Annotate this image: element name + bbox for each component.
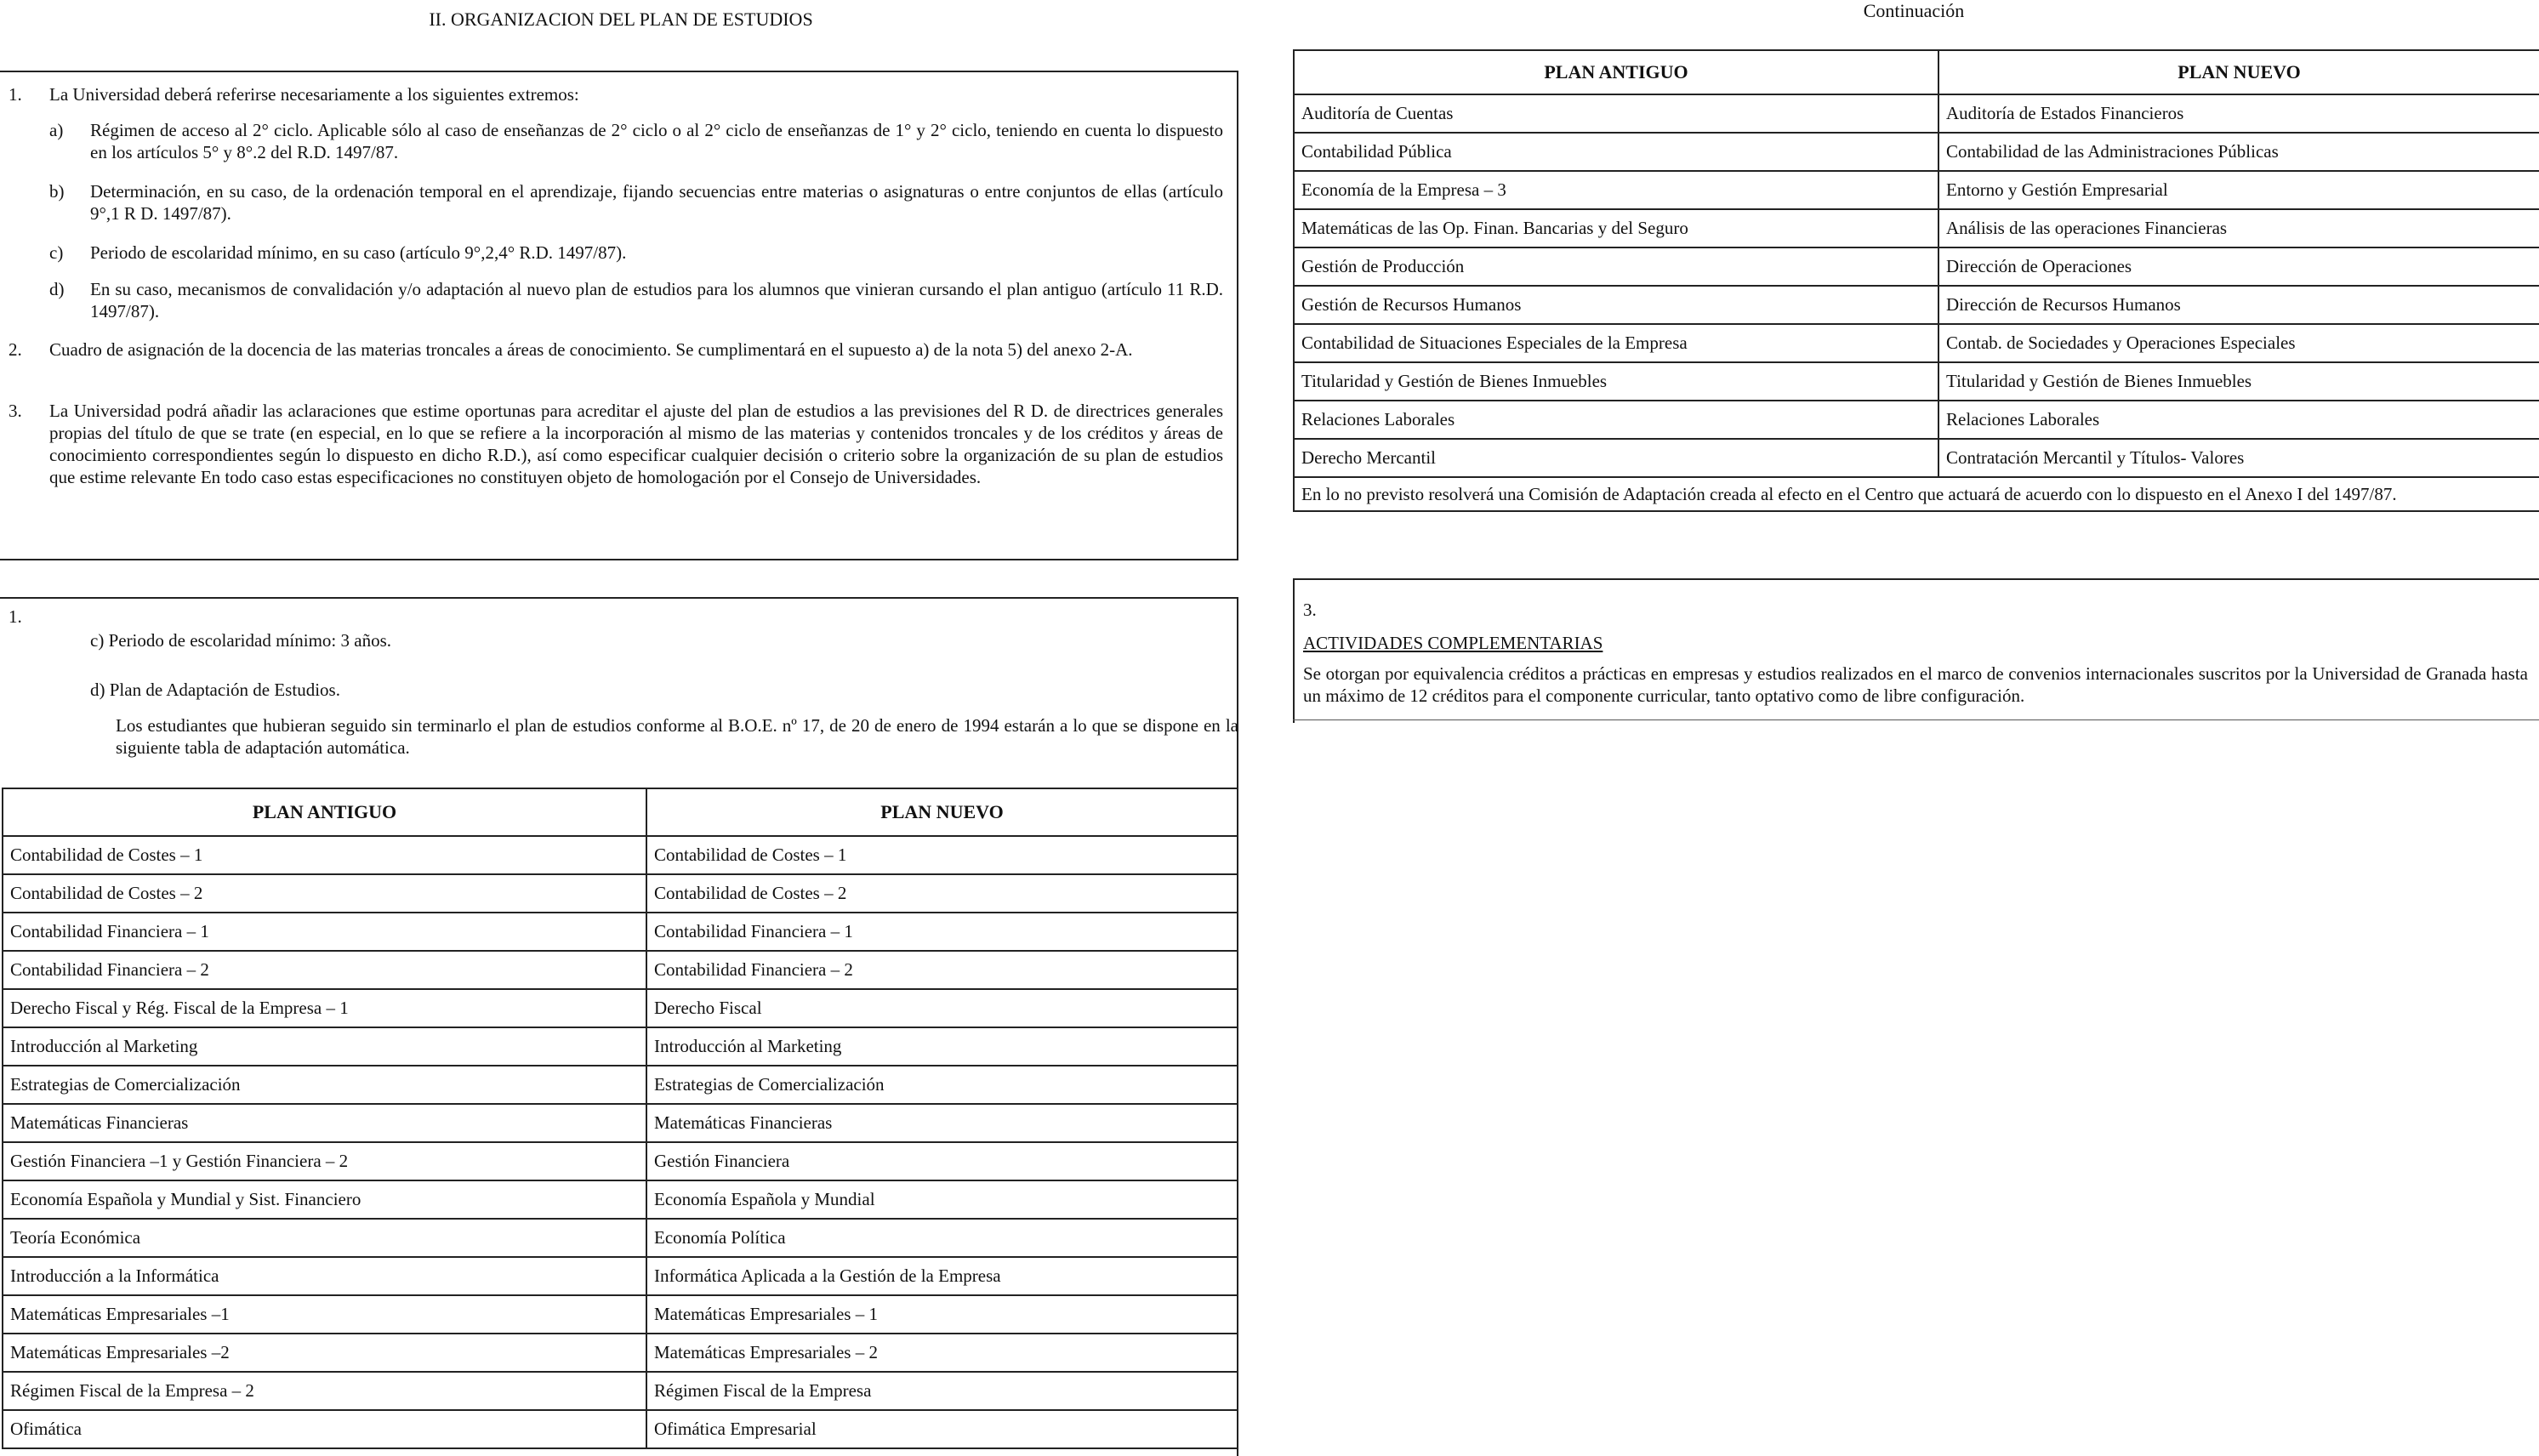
table-row <box>3 1142 1238 1180</box>
plan-nuevo-cell: Contabilidad de Costes – 1 <box>646 836 1238 874</box>
table-row <box>1294 401 2539 439</box>
plan-nuevo-cell: Matemáticas Empresariales – 2 <box>646 1334 1238 1372</box>
plan-antiguo-cell: Contabilidad de Costes – 1 <box>3 836 646 874</box>
table-row <box>3 836 1238 874</box>
adaptation-intro: Los estudiantes que hubieran seguido sin terminarlo el plan de estudios conforme al B.O.E. nº 17, de 20 de enero de 1994 estarán a lo que se dispone en la siguiente tabla de adaptación automática. <box>116 715 1238 758</box>
activities-heading: ACTIVIDADES COMPLEMENTARIAS <box>1303 633 1603 653</box>
item-number-3: 3. <box>9 401 22 421</box>
adaptation-table-right <box>1293 49 2539 512</box>
table-row <box>3 1104 1238 1142</box>
plan-antiguo-cell: Matemáticas Empresariales –2 <box>3 1334 646 1372</box>
table-row <box>1294 94 2539 133</box>
plan-nuevo-cell: Gestión Financiera <box>646 1142 1238 1180</box>
plan-nuevo-cell: Matemáticas Empresariales – 1 <box>646 1295 1238 1334</box>
plan-antiguo-cell: Gestión de Recursos Humanos <box>1294 286 1938 324</box>
plan-nuevo-cell: Contratación Mercantil y Títulos- Valores <box>1938 439 2539 477</box>
plan-antiguo-cell: Matemáticas Empresariales –1 <box>3 1295 646 1334</box>
plan-nuevo-cell: Estrategias de Comercialización <box>646 1066 1238 1104</box>
column-header: PLAN NUEVO <box>646 788 1238 836</box>
table-row <box>1294 171 2539 209</box>
column-header: PLAN NUEVO <box>1938 50 2539 94</box>
plan-nuevo-cell: Economía Política <box>646 1219 1238 1257</box>
plan-antiguo-cell: Contabilidad de Situaciones Especiales de la Empresa <box>1294 324 1938 362</box>
plan-antiguo-cell: Derecho Mercantil <box>1294 439 1938 477</box>
item-label-d: d) <box>49 279 65 299</box>
instruction-3: La Universidad podrá añadir las aclaraciones que estime oportunas para acreditar el ajuste del plan de estudios a las previsiones del R D. de directrices generales propias del título de que se trate (en especial, en lo que se refiere a la incorporación al mismo de las materias y contenidos troncales y de los créditos y áreas de conocimiento correspondientes según lo dispuesto en dicho R.D.), así como especificar cualquier decisión o criterio sobre la organización de su plan de estudios que estime relevante En todo caso estas especificaciones no constituyen objeto de homologación por el Consejo de Universidades. <box>49 401 1223 487</box>
plan-antiguo-cell: Régimen Fiscal de la Empresa – 2 <box>3 1372 646 1410</box>
table-row <box>3 1027 1238 1066</box>
plan-nuevo-cell: Economía Española y Mundial <box>646 1180 1238 1219</box>
column-header: PLAN ANTIGUO <box>3 788 646 836</box>
plan-nuevo-cell: Auditoría de Estados Financieros <box>1938 94 2539 133</box>
plan-antiguo-cell: Matemáticas de las Op. Finan. Bancarias y del Seguro <box>1294 209 1938 247</box>
scholarity-minimum: c) Periodo de escolaridad mínimo: 3 años. <box>90 630 391 651</box>
instruction-a: Régimen de acceso al 2° ciclo. Aplicable sólo al caso de enseñanzas de 2° ciclo o al 2° ciclo de enseñanzas de 1° y 2° ciclo, teniendo en cuenta lo dispuesto en los artículos 5° y 8°.2 del R.D. 1497/87. <box>90 120 1223 162</box>
table-row <box>1294 209 2539 247</box>
table-row <box>3 874 1238 913</box>
plan-nuevo-cell: Titularidad y Gestión de Bienes Inmuebles <box>1938 362 2539 401</box>
plan-antiguo-cell: Introducción al Marketing <box>3 1027 646 1066</box>
table-row <box>3 913 1238 951</box>
plan-nuevo-cell: Régimen Fiscal de la Empresa <box>646 1372 1238 1410</box>
table-row <box>1294 133 2539 171</box>
plan-antiguo-cell: Contabilidad Financiera – 2 <box>3 951 646 989</box>
plan-nuevo-cell: Contabilidad Financiera – 1 <box>646 913 1238 951</box>
item-number-3b: 3. <box>1303 600 1317 620</box>
plan-nuevo-cell: Matemáticas Financieras <box>646 1104 1238 1142</box>
plan-nuevo-cell: Ofimática Empresarial <box>646 1410 1238 1448</box>
plan-antiguo-cell: Gestión Financiera –1 y Gestión Financiera – 2 <box>3 1142 646 1180</box>
adaptation-table-left <box>2 788 1238 1449</box>
item-number-1b: 1. <box>9 606 22 627</box>
activities-bottom-rule <box>1293 719 2539 720</box>
table-row <box>3 1295 1238 1334</box>
continuation-title: Continuación <box>1863 0 1965 21</box>
instruction-intro: La Universidad deberá referirse necesariamente a los siguientes extremos: <box>49 84 579 105</box>
item-label-c: c) <box>49 242 64 263</box>
item-number-1: 1. <box>9 84 22 105</box>
plan-antiguo-cell: Teoría Económica <box>3 1219 646 1257</box>
table-row <box>3 1066 1238 1104</box>
table-row <box>1294 324 2539 362</box>
plan-nuevo-cell: Entorno y Gestión Empresarial <box>1938 171 2539 209</box>
plan-antiguo-cell: Titularidad y Gestión de Bienes Inmuebles <box>1294 362 1938 401</box>
table-note: En lo no previsto resolverá una Comisión de Adaptación creada al efecto en el Centro que actuará de acuerdo con lo dispuesto en el Anexo I del 1497/87. <box>1294 477 2539 511</box>
activities-text: Se otorgan por equivalencia créditos a prácticas en empresas y estudios realizados en el marco de convenios internacionales suscritos por la Universidad de Granada hasta un máximo de 12 créditos para el componente curricular, tanto optativo como de libre configuración. <box>1303 663 2528 706</box>
instruction-c: Periodo de escolaridad mínimo, en su caso (artículo 9°,2,4° R.D. 1497/87). <box>90 242 627 263</box>
table-row <box>3 951 1238 989</box>
plan-antiguo-cell: Economía de la Empresa – 3 <box>1294 171 1938 209</box>
adaptation-plan-heading: d) Plan de Adaptación de Estudios. <box>90 680 340 700</box>
table-row <box>3 1334 1238 1372</box>
plan-antiguo-cell: Relaciones Laborales <box>1294 401 1938 439</box>
plan-nuevo-cell: Contabilidad de Costes – 2 <box>646 874 1238 913</box>
plan-antiguo-cell: Economía Española y Mundial y Sist. Financiero <box>3 1180 646 1219</box>
plan-nuevo-cell: Contabilidad de las Administraciones Públicas <box>1938 133 2539 171</box>
plan-antiguo-cell: Auditoría de Cuentas <box>1294 94 1938 133</box>
plan-nuevo-cell: Dirección de Recursos Humanos <box>1938 286 2539 324</box>
plan-nuevo-cell: Contab. de Sociedades y Operaciones Especiales <box>1938 324 2539 362</box>
plan-antiguo-cell: Introducción a la Informática <box>3 1257 646 1295</box>
plan-nuevo-cell: Dirección de Operaciones <box>1938 247 2539 286</box>
plan-antiguo-cell: Contabilidad Pública <box>1294 133 1938 171</box>
item-label-b: b) <box>49 181 65 202</box>
instruction-d: En su caso, mecanismos de convalidación y/o adaptación al nuevo plan de estudios para los alumnos que vinieran cursando el plan antiguo (artículo 11 R.D. 1497/87). <box>90 279 1223 321</box>
plan-antiguo-cell: Estrategias de Comercialización <box>3 1066 646 1104</box>
table-row <box>3 1410 1238 1448</box>
instruction-b: Determinación, en su caso, de la ordenación temporal en el aprendizaje, fijando secuencias entre materias o asignaturas o entre conjuntos de ellas (artículo 9°,1 R D. 1497/87). <box>90 181 1223 224</box>
plan-antiguo-cell: Matemáticas Financieras <box>3 1104 646 1142</box>
plan-nuevo-cell: Contabilidad Financiera – 2 <box>646 951 1238 989</box>
table-row <box>3 1372 1238 1410</box>
plan-nuevo-cell: Derecho Fiscal <box>646 989 1238 1027</box>
table-row <box>3 989 1238 1027</box>
table-row <box>3 1180 1238 1219</box>
table-row <box>1294 439 2539 477</box>
plan-nuevo-cell: Introducción al Marketing <box>646 1027 1238 1066</box>
plan-nuevo-cell: Informática Aplicada a la Gestión de la Empresa <box>646 1257 1238 1295</box>
plan-nuevo-cell: Análisis de las operaciones Financieras <box>1938 209 2539 247</box>
page-title: II. ORGANIZACION DEL PLAN DE ESTUDIOS <box>429 9 813 30</box>
table-row <box>1294 286 2539 324</box>
plan-antiguo-cell: Ofimática <box>3 1410 646 1448</box>
plan-antiguo-cell: Gestión de Producción <box>1294 247 1938 286</box>
column-header: PLAN ANTIGUO <box>1294 50 1938 94</box>
table-row <box>1294 247 2539 286</box>
instruction-2: Cuadro de asignación de la docencia de las materias troncales a áreas de conocimiento. Se cumplimentará en el supuesto a) de la nota 5) del anexo 2-A. <box>49 339 1133 360</box>
table-row <box>1294 362 2539 401</box>
table-row <box>3 1257 1238 1295</box>
plan-antiguo-cell: Contabilidad Financiera – 1 <box>3 913 646 951</box>
plan-nuevo-cell: Relaciones Laborales <box>1938 401 2539 439</box>
item-label-a: a) <box>49 120 64 140</box>
plan-antiguo-cell: Derecho Fiscal y Rég. Fiscal de la Empresa – 1 <box>3 989 646 1027</box>
item-number-2: 2. <box>9 339 22 360</box>
plan-antiguo-cell: Contabilidad de Costes – 2 <box>3 874 646 913</box>
table-row <box>3 1219 1238 1257</box>
